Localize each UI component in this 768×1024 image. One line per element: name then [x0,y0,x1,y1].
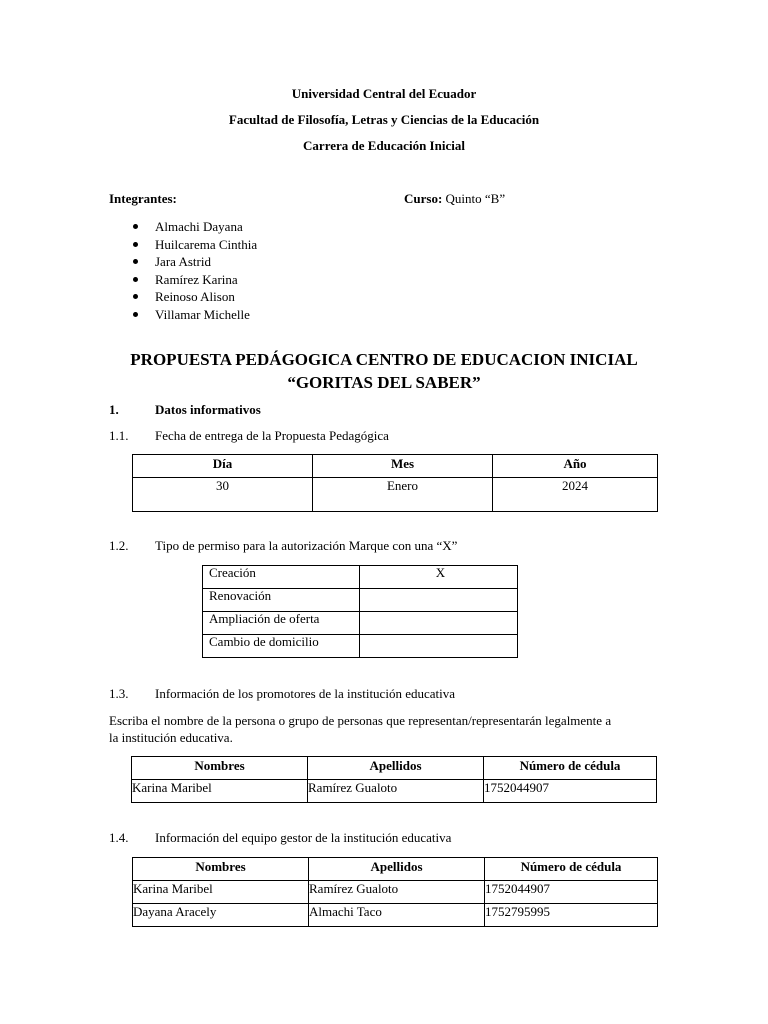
col-header-id-number: Número de cédula [484,757,657,780]
surnames-cell: Ramírez Gualoto [308,780,484,803]
names-cell: Karina Maribel [133,881,309,904]
table-row [133,478,658,512]
proposal-title: PROPUESTA PEDÁGOGICA CENTRO DE EDUCACION INICIAL [130,350,638,369]
section-1-3-paragraph-line1: Escriba el nombre de la persona o grupo de personas que representan/representarán legalmente a [109,713,612,728]
table-header-row [132,757,657,780]
section-1-number: 1. [109,402,119,417]
day-cell: 30 [133,478,313,512]
table-row [203,635,518,658]
id-number-cell: 1752795995 [485,904,658,927]
section-1-1-number: 1.1. [109,428,129,443]
col-header-day: Día [133,455,313,478]
table-row [133,881,658,904]
faculty-name: Facultad de Filosofía, Letras y Ciencias de la Educación [228,112,540,127]
members-label: Integrantes: [109,191,177,206]
permit-mark-cell [360,635,518,658]
member-item: Almachi Dayana [109,218,409,236]
col-header-month: Mes [313,455,493,478]
id-number-cell: 1752044907 [484,780,657,803]
course-line [404,191,505,207]
permit-mark-cell: X [360,566,518,589]
section-1-2-title: Tipo de permiso para la autorización Marque con una “X” [155,538,458,553]
year-cell: 2024 [493,478,658,512]
col-header-surnames: Apellidos [309,858,485,881]
university-name: Universidad Central del Ecuador [291,86,477,101]
section-1-title: Datos informativos [155,402,261,417]
surnames-cell: Ramírez Gualoto [309,881,485,904]
section-1-4-number: 1.4. [109,830,129,845]
member-item: Villamar Michelle [109,306,409,324]
career-name: Carrera de Educación Inicial [303,138,465,153]
id-number-cell: 1752044907 [485,881,658,904]
col-header-surnames: Apellidos [308,757,484,780]
section-1-3-number: 1.3. [109,686,129,701]
section-1-4-title: Información del equipo gestor de la institución educativa [155,830,452,845]
member-item: Reinoso Alison [109,288,409,306]
col-header-id-number: Número de cédula [485,858,658,881]
permit-label-cell: Creación [203,566,360,589]
table-row [203,589,518,612]
section-1-3-paragraph-line2: la institución educativa. [109,730,233,745]
table-row [133,904,658,927]
table-row [203,612,518,635]
names-cell: Karina Maribel [132,780,308,803]
member-item: Jara Astrid [109,253,409,271]
course-label: Curso: [404,191,443,206]
management-team-table [132,857,658,927]
surnames-cell: Almachi Taco [309,904,485,927]
names-cell: Dayana Aracely [133,904,309,927]
table-row [203,566,518,589]
members-list [109,218,409,323]
col-header-names: Nombres [132,757,308,780]
course-value: Quinto “B” [445,191,506,206]
delivery-date-table [132,454,658,512]
permit-label-cell: Cambio de domicilio [203,635,360,658]
promoters-table [131,756,657,803]
permit-type-table [202,565,518,658]
table-header-row [133,858,658,881]
permit-label-cell: Renovación [203,589,360,612]
col-header-names: Nombres [133,858,309,881]
section-1-3-title: Información de los promotores de la institución educativa [155,686,455,701]
month-cell: Enero [313,478,493,512]
section-1-1-title: Fecha de entrega de la Propuesta Pedagógica [155,428,389,443]
member-item: Huilcarema Cinthia [109,236,409,254]
table-row [132,780,657,803]
col-header-year: Año [493,455,658,478]
table-header-row [133,455,658,478]
permit-label-cell: Ampliación de oferta [203,612,360,635]
section-1-2-number: 1.2. [109,538,129,553]
permit-mark-cell [360,589,518,612]
member-item: Ramírez Karina [109,271,409,289]
permit-mark-cell [360,612,518,635]
proposal-subtitle: “GORITAS DEL SABER” [287,373,481,392]
